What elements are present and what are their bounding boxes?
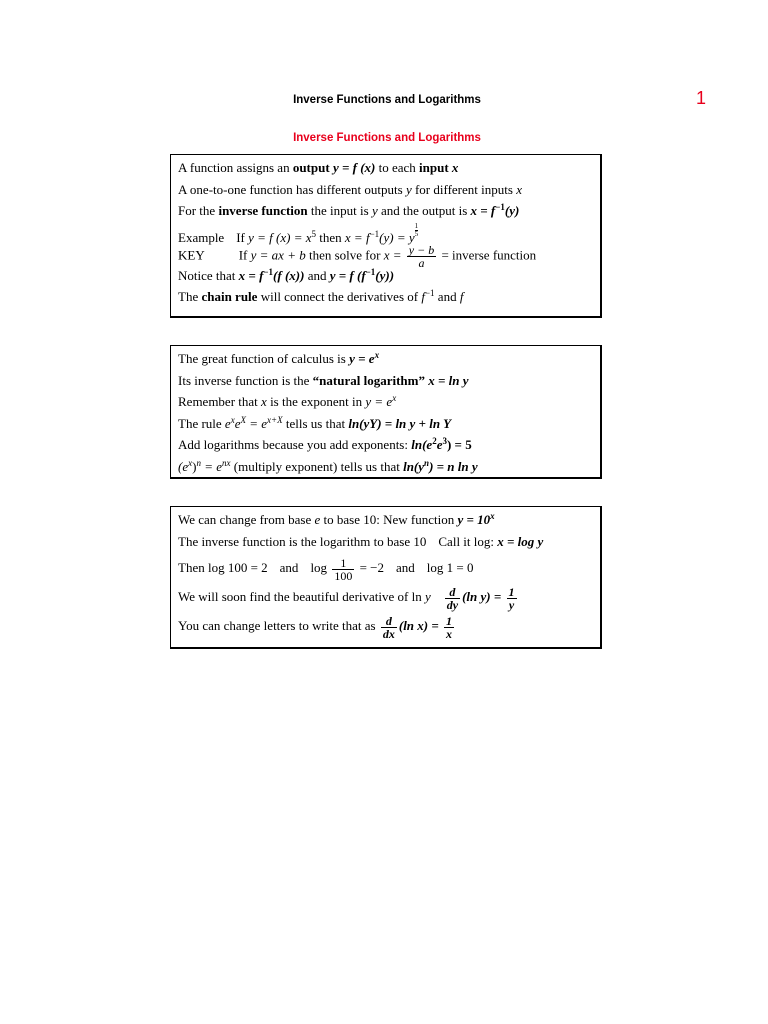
superscript: x	[374, 350, 380, 360]
text: then solve for	[305, 247, 384, 263]
numerator: 1	[414, 221, 419, 230]
fraction	[444, 615, 454, 640]
box2-line-1	[178, 349, 600, 371]
text: A function assigns an	[178, 160, 293, 175]
box1-line-3	[178, 201, 600, 223]
superscript: −1	[424, 288, 435, 298]
denominator: dy	[446, 597, 459, 612]
text: Example	[178, 229, 225, 245]
math: x = f	[470, 203, 496, 218]
text: The inverse function is the logarithm to base 10	[178, 533, 427, 549]
text: then	[316, 229, 345, 245]
text: chain rule	[201, 289, 258, 304]
text: will connect the derivatives of	[257, 289, 422, 304]
text: input	[419, 160, 449, 175]
math: y = f (x)	[329, 160, 376, 175]
text: to base 10: New function	[320, 512, 458, 527]
text: We will soon find the beautiful derivative of ln	[178, 589, 425, 604]
numerator: y − b	[408, 243, 435, 257]
natural-logarithm-box	[170, 345, 602, 479]
text: Add logarithms because you add exponents:	[178, 437, 412, 452]
box1-line-2	[178, 180, 600, 202]
box3-line-2	[178, 532, 600, 554]
superscript: 5	[311, 228, 317, 239]
math: )	[192, 458, 197, 474]
math: y = f (f	[329, 267, 366, 283]
superscript: x	[392, 393, 397, 403]
math: ln(yY) = ln y + ln Y	[348, 415, 452, 431]
exponent-fraction	[415, 223, 419, 238]
text: The	[178, 289, 202, 304]
fraction	[332, 557, 354, 582]
numerator: d	[445, 586, 460, 599]
math: ) = n ln y	[429, 458, 478, 474]
superscript: x	[230, 414, 235, 425]
math: y = 10	[457, 512, 491, 527]
superscript: n	[424, 457, 430, 468]
superscript: x+X	[267, 414, 283, 425]
box3-line-5	[178, 611, 600, 640]
denominator: x	[446, 626, 453, 641]
math: = e	[245, 415, 268, 431]
box3-line-4	[178, 582, 600, 611]
math: x = f	[344, 229, 370, 245]
text: A one-to-one function has different outputs	[178, 181, 406, 197]
superscript: −1	[495, 202, 505, 212]
text: and	[434, 289, 460, 304]
math: e	[234, 415, 241, 431]
numerator: 1	[446, 613, 453, 628]
text: is the exponent in	[266, 394, 366, 409]
superscript: 3	[442, 436, 447, 446]
fraction	[381, 615, 397, 640]
math: (f (x))	[273, 267, 305, 283]
math: (ln y) =	[462, 589, 505, 604]
fraction	[445, 586, 460, 611]
text: Notice that	[178, 267, 239, 283]
text: “natural logarithm”	[312, 372, 425, 388]
math: = e	[200, 458, 222, 474]
box1-line-6	[178, 266, 600, 288]
math: x =	[383, 247, 405, 263]
math: x = f	[238, 267, 264, 283]
base-ten-logarithm-box	[170, 506, 602, 649]
text: Call it log:	[438, 533, 498, 549]
text: inverse function	[218, 203, 308, 218]
text: The great function of calculus is	[178, 351, 350, 366]
text: KEY	[178, 247, 205, 263]
text: the input is	[307, 203, 372, 218]
superscript: −1	[365, 266, 376, 277]
math: y	[371, 203, 378, 218]
text: = −2	[356, 560, 384, 575]
numerator: 1	[508, 584, 515, 599]
math: y	[424, 589, 431, 604]
box3-line-3	[178, 553, 600, 582]
math: x	[448, 160, 459, 175]
math: ln(y	[403, 458, 425, 474]
text: and	[279, 560, 299, 575]
box2-line-6	[178, 457, 600, 479]
math: x = log y	[497, 533, 544, 549]
math: x	[261, 394, 267, 409]
running-head: Inverse Functions and Logarithms	[293, 94, 481, 106]
text: If	[236, 229, 249, 245]
superscript: x	[490, 511, 495, 521]
math: e	[436, 437, 443, 452]
denominator: a	[418, 256, 425, 270]
text: You can change letters to write that as	[178, 618, 379, 633]
math: (y)	[504, 203, 520, 218]
math: e	[224, 415, 231, 431]
text: and	[395, 560, 415, 575]
math: (y) = y	[379, 229, 415, 245]
superscript: n	[196, 457, 201, 468]
superscript: X	[240, 414, 246, 425]
denominator: dx	[382, 626, 395, 641]
math: (ln x) =	[398, 618, 443, 633]
text: output	[292, 160, 330, 175]
text: If	[238, 247, 251, 263]
box1-line-7	[178, 287, 600, 309]
superscript: x	[188, 457, 193, 468]
superscript: nx	[222, 457, 231, 468]
superscript: 2	[432, 436, 437, 446]
math: (e	[178, 458, 189, 474]
text: log 1 = 0	[426, 560, 474, 575]
text: For the	[178, 203, 219, 218]
text: and the output is	[377, 203, 471, 218]
math: (y))	[375, 267, 395, 283]
superscript: −1	[263, 266, 274, 277]
box2-line-3	[178, 392, 600, 414]
superscript: −1	[369, 228, 380, 239]
box2-line-4	[178, 414, 600, 436]
page-number: 1	[696, 88, 707, 108]
math: y = ax + b	[250, 247, 306, 263]
text: The rule	[178, 415, 225, 431]
math: f	[459, 289, 464, 304]
numerator: d	[381, 615, 397, 628]
text: (multiply exponent) tells us that	[230, 458, 404, 474]
denominator: 5	[414, 229, 419, 238]
math: ) = 5	[446, 437, 472, 452]
fraction	[507, 586, 517, 611]
text: Its inverse function is the	[178, 372, 313, 388]
text: Then log 100 = 2	[178, 560, 268, 575]
box2-line-5	[178, 435, 600, 457]
numerator: 1	[332, 557, 354, 570]
text: for different inputs	[411, 181, 517, 197]
text: tells us that	[282, 415, 349, 431]
text: We can change from base	[178, 512, 315, 527]
math: ln(e	[411, 437, 433, 452]
math: f	[421, 289, 425, 304]
math: x = ln y	[424, 372, 469, 388]
section-title: Inverse Functions and Logarithms	[293, 132, 481, 144]
math: e	[314, 512, 321, 527]
math: y = e	[349, 351, 375, 366]
inverse-functions-box	[170, 154, 602, 318]
denominator: 100	[334, 568, 353, 583]
text: to each	[375, 160, 420, 175]
text: log	[310, 560, 331, 575]
text: Remember that	[178, 394, 262, 409]
box2-line-2	[178, 371, 600, 393]
box1-line-1	[178, 158, 600, 180]
math: y = f (x) = x	[248, 229, 312, 245]
denominator: y	[508, 597, 515, 612]
box1-line-5	[178, 243, 600, 270]
text: and	[304, 267, 330, 283]
math: x	[516, 181, 522, 197]
math: y = e	[365, 394, 393, 409]
box1-line-4	[178, 223, 600, 245]
text: = inverse function	[438, 247, 537, 263]
box3-line-1	[178, 510, 600, 532]
math: y	[405, 181, 412, 197]
